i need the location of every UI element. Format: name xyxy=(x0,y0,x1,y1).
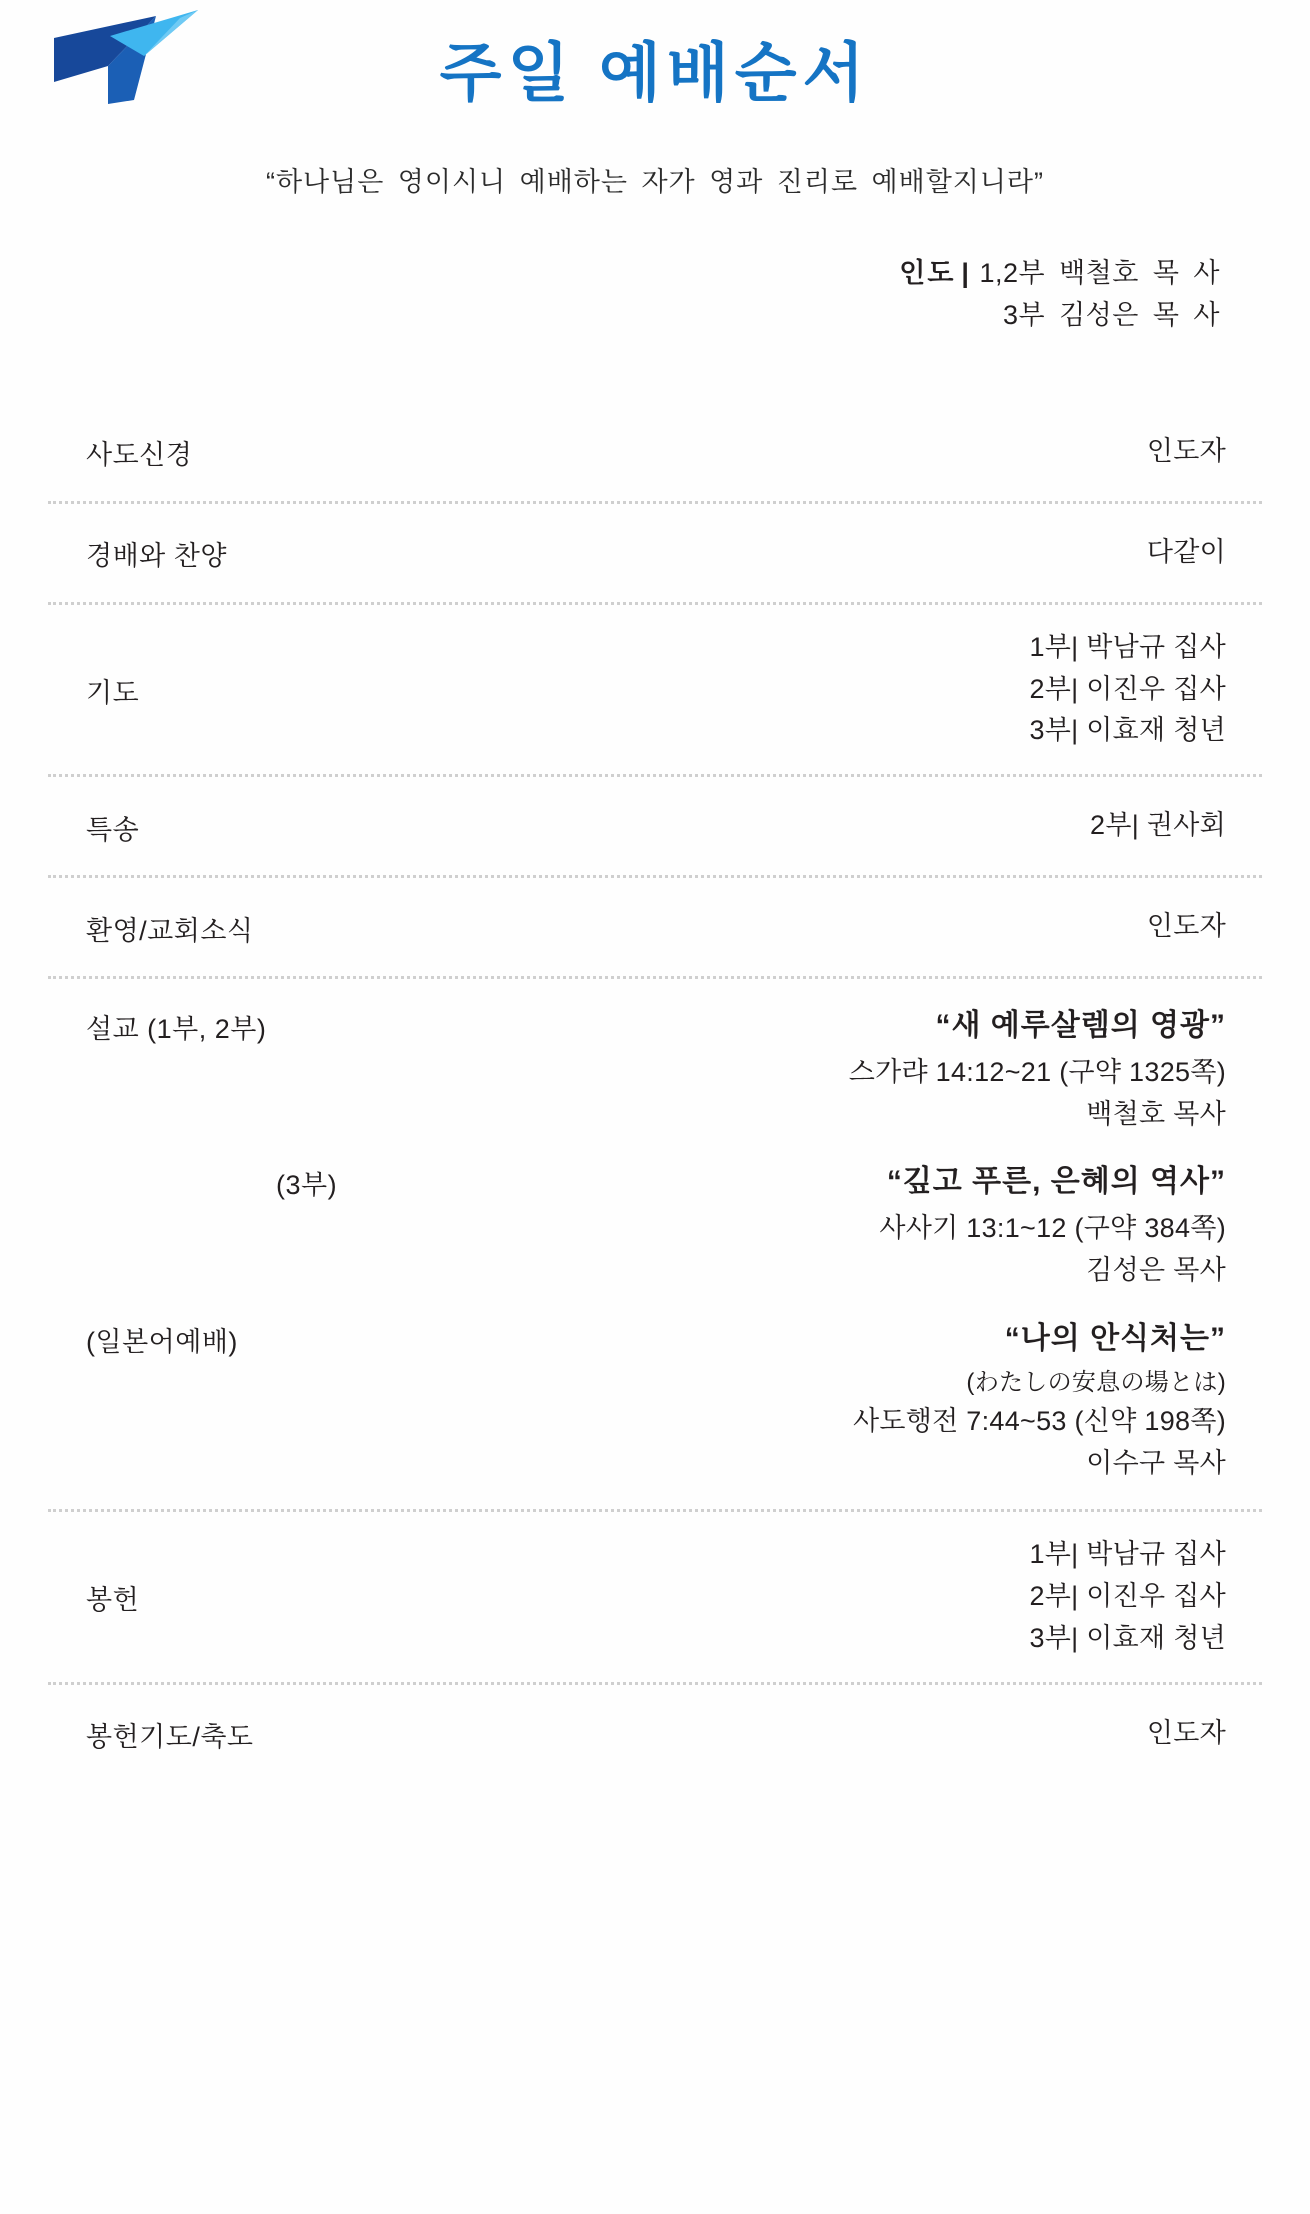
page-title: 주일 예배순서 xyxy=(439,37,871,109)
leader-row xyxy=(48,295,1220,337)
order-item-label: 봉헌 xyxy=(86,1585,140,1616)
order-item-value-line: 인도자 xyxy=(1146,911,1226,942)
order-item-value xyxy=(254,906,1255,948)
order-item-value-line: 인도자 xyxy=(1146,1717,1226,1748)
order-item-label: 봉헌기도/축도 xyxy=(86,1722,254,1752)
order-item-offering-prayer-benediction xyxy=(48,1685,1262,1783)
sermon-detail xyxy=(337,1159,1254,1291)
page-subtitle: “하나님은 영이시니 예배하는 자가 영과 진리로 예배할지니라” xyxy=(265,167,1045,197)
sermon-preacher: 백철호 목사 xyxy=(1086,1098,1226,1129)
order-item-value xyxy=(139,1534,1254,1660)
sermon-scripture: 사사기 13:1~12 (구약 384쪽) xyxy=(879,1212,1226,1243)
order-item-value xyxy=(139,627,1254,753)
leader-block xyxy=(48,253,1262,337)
order-item-label: 사도신경 xyxy=(86,440,193,471)
sermon-group xyxy=(48,979,1262,1512)
page-header xyxy=(48,0,1262,150)
order-item-value-line: 1부| 박남규 집사 xyxy=(1029,631,1226,662)
order-item-value-line: 2부| 이진우 집사 xyxy=(1029,673,1226,704)
sermon-scripture: 사도행전 7:44~53 (신약 198쪽) xyxy=(852,1406,1226,1437)
order-item-special-song xyxy=(48,777,1262,878)
order-item-value xyxy=(254,1713,1255,1755)
sermon-scripture: 스가랴 14:12~21 (구약 1325쪽) xyxy=(848,1056,1226,1087)
sermon-label: (3부) xyxy=(276,1170,338,1201)
order-list xyxy=(48,403,1262,1783)
order-item-label: 환영/교회소식 xyxy=(86,915,254,946)
leader-row xyxy=(48,253,1220,295)
order-item-value-line: 다같이 xyxy=(1146,536,1226,567)
sermon-item-3 xyxy=(48,1147,1262,1303)
sermon-title: “새 예루살렘의 영광” xyxy=(935,1009,1226,1043)
order-item-value-line: 3부| 이효재 청년 xyxy=(1029,1622,1226,1653)
order-item-praise xyxy=(48,504,1262,605)
sermon-label: (일본어예배) xyxy=(86,1326,238,1357)
order-item-value-line: 3부| 이효재 청년 xyxy=(1029,715,1226,746)
order-item-value-line: 인도자 xyxy=(1146,435,1226,466)
order-item-prayer xyxy=(48,605,1262,778)
order-item-offering xyxy=(48,1512,1262,1685)
order-item-value-line: 2부| 권사회 xyxy=(1090,810,1226,841)
sermon-item-japanese xyxy=(48,1304,1262,1509)
sermon-preacher: 김성은 목사 xyxy=(1086,1254,1226,1285)
order-item-welcome-news xyxy=(48,878,1262,979)
leader-label: 인도 xyxy=(899,258,956,288)
leader-divider: | xyxy=(961,258,970,288)
sermon-title: “나의 안식처는” xyxy=(1004,1321,1226,1355)
sermon-detail xyxy=(266,1003,1254,1135)
sermon-preacher: 이수구 목사 xyxy=(1086,1448,1226,1479)
sermon-item-1-2 xyxy=(48,979,1262,1147)
order-item-value-line: 2부| 이진우 집사 xyxy=(1029,1580,1226,1611)
sermon-title: “깊고 푸른, 은혜의 역사” xyxy=(886,1165,1226,1199)
order-item-creed xyxy=(48,403,1262,504)
leader-line-2: 3부 김성은 목 사 xyxy=(1002,299,1220,330)
order-item-value xyxy=(227,532,1254,574)
order-item-label: 특송 xyxy=(86,814,140,845)
sermon-label: 설교 (1부, 2부) xyxy=(86,1014,267,1045)
sermon-subtitle: (わたしの安息の場とは) xyxy=(966,1369,1226,1397)
leader-line-1: 1,2부 백철호 목 사 xyxy=(979,258,1220,288)
order-item-label: 기도 xyxy=(86,677,140,708)
order-item-value xyxy=(139,805,1254,847)
order-item-value-line: 1부| 박남규 집사 xyxy=(1029,1538,1226,1569)
order-item-label: 경배와 찬양 xyxy=(86,541,227,572)
sermon-detail xyxy=(238,1316,1254,1485)
order-item-value xyxy=(192,431,1254,473)
